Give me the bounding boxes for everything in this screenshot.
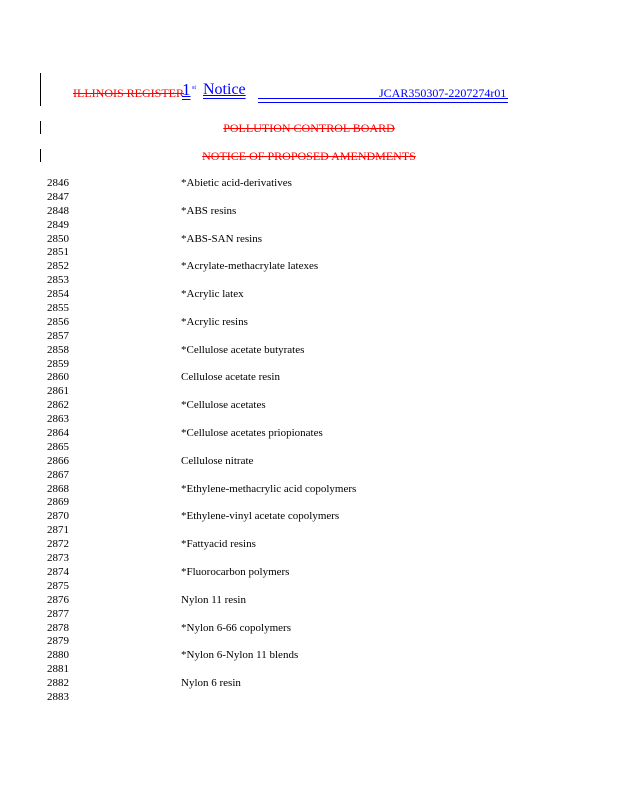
line-number: 2852 [47,260,69,273]
line-number: 2853 [47,274,69,287]
line-number: 2877 [47,607,69,620]
line-number: 2862 [47,399,69,412]
line-number: 2855 [47,302,69,315]
line-number: 2883 [47,690,69,703]
line-number: 2866 [47,454,69,467]
line-number: 2859 [47,357,69,370]
line-text: *Fattyacid resins [181,538,256,551]
notice-number-suffix: st [192,85,197,91]
line-number: 2847 [47,190,69,203]
line-text: Nylon 6 resin [181,677,241,690]
line-number: 2872 [47,538,69,551]
line-number: 2875 [47,579,69,592]
line-number: 2881 [47,663,69,676]
line-number: 2874 [47,565,69,578]
line-number: 2856 [47,315,69,328]
line-number: 2851 [47,246,69,259]
line-text: *Nylon 6-Nylon 11 blends [181,649,299,662]
line-number: 2858 [47,343,69,356]
line-number: 2865 [47,440,69,453]
line-text: Nylon 11 resin [181,593,246,606]
line-number: 2864 [47,427,69,440]
line-number: 2876 [47,593,69,606]
line-number: 2850 [47,232,69,245]
line-number: 2846 [47,177,69,189]
line-text: *Nylon 6-66 copolymers [181,621,291,634]
line-text: *Cellulose acetates [181,399,266,412]
line-number: 2860 [47,371,69,384]
line-text: *Abietic acid-derivatives [181,177,292,189]
line-text: *Acrylate-methacrylate latexes [181,260,319,273]
line-text: *Ethylene-vinyl acetate copolymers [181,510,340,523]
line-number: 2848 [47,204,69,217]
line-text: *Acrylic resins [181,315,248,328]
line-number: 2863 [47,413,69,426]
register-title: ILLINOIS REGISTER [73,86,184,100]
line-number: 2873 [47,552,69,565]
line-number: 2849 [47,218,69,231]
line-number: 2867 [47,468,69,481]
line-number: 2879 [47,635,69,648]
line-text: *Fluorocarbon polymers [181,565,290,578]
line-text: *Cellulose acetate butyrates [181,343,305,356]
change-bar [40,73,41,106]
line-text: *Acrylic latex [181,288,244,301]
line-number: 2870 [47,510,69,523]
line-number: 2880 [47,649,69,662]
line-text: Cellulose nitrate [181,454,254,467]
line-number: 2861 [47,385,69,398]
agency-heading: POLLUTION CONTROL BOARD [223,121,395,135]
notice-number: 1 [182,80,191,99]
line-number: 2868 [47,482,69,495]
document-id: JCAR350307-2207274r01 [379,86,507,100]
line-number: 2869 [47,496,69,509]
line-number: 2878 [47,621,69,634]
line-number: 2854 [47,288,69,301]
line-text: Cellulose acetate resin [181,371,280,384]
line-number: 2857 [47,329,69,342]
line-text: *ABS-SAN resins [181,232,262,245]
line-text: *Ethylene-methacrylic acid copolymers [181,482,357,495]
notice-title: NOTICE OF PROPOSED AMENDMENTS [202,149,416,163]
line-text: *Cellulose acetates priopionates [181,427,323,440]
notice-label: Notice [203,81,246,98]
line-text: *ABS resins [181,204,237,217]
line-number: 2882 [47,677,69,690]
line-number: 2871 [47,524,69,537]
